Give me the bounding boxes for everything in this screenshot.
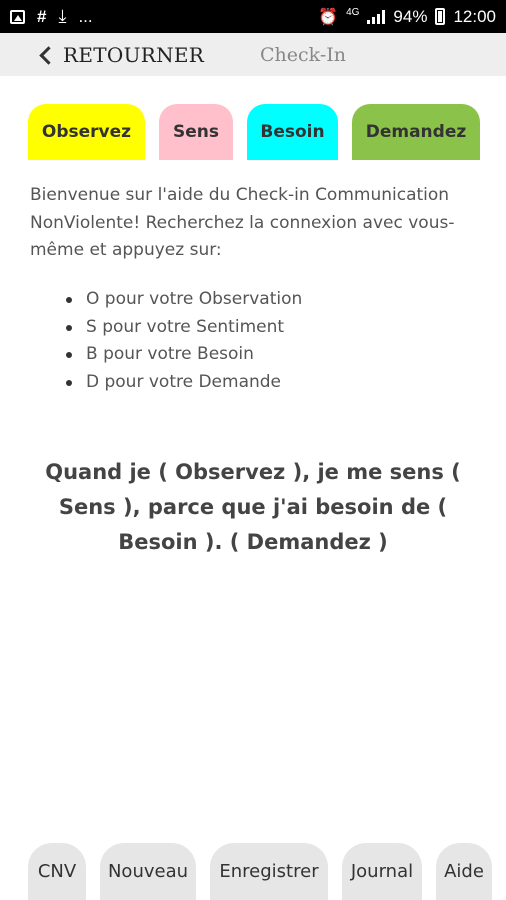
download-icon: ⤓ (58, 6, 67, 26)
besoin-button[interactable]: Besoin (247, 104, 338, 160)
list-item: B pour votre Besoin (66, 341, 302, 369)
chevron-left-icon (39, 46, 57, 64)
alarm-icon: ⏰ (318, 8, 339, 26)
journal-button[interactable]: Journal (342, 843, 422, 900)
demandez-button[interactable]: Demandez (352, 104, 480, 160)
status-bar (0, 0, 506, 33)
enregistrer-button[interactable]: Enregistrer (210, 843, 328, 900)
aide-button[interactable]: Aide (436, 843, 492, 900)
list-item: S pour votre Sentiment (66, 314, 302, 342)
battery-percent: 94% (393, 6, 428, 26)
checkin-sentence: Quand je ( Observez ), je me sens ( Sens ), parce que j'ai besoin de ( Besoin ). ( Demandez ) (45, 460, 461, 554)
battery-icon (435, 8, 445, 25)
signal-icon (367, 10, 385, 24)
nouveau-button[interactable]: Nouveau (100, 843, 196, 900)
image-icon (10, 10, 25, 24)
clock: 12:00 (453, 6, 496, 26)
cnv-button[interactable]: CNV (28, 843, 86, 900)
status-dots: ... (78, 6, 93, 26)
app-header (0, 33, 506, 76)
list-item: D pour votre Demande (66, 369, 302, 397)
status-right (318, 7, 496, 27)
status-left (10, 6, 93, 27)
category-buttons (28, 104, 480, 160)
instruction-list (66, 286, 302, 396)
back-label: RETOURNER (63, 42, 205, 67)
page-title: Check-In (260, 43, 347, 66)
sens-button[interactable]: Sens (159, 104, 233, 160)
observez-button[interactable]: Observez (28, 104, 145, 160)
network-type: 4G (346, 6, 360, 18)
back-button[interactable] (42, 43, 204, 67)
slack-icon: # (37, 6, 47, 26)
intro-text: Bienvenue sur l'aide du Check-in Communication NonViolente! Recherchez la connexion avec vous-même et appuyez sur: (30, 185, 455, 260)
bottom-nav (0, 843, 506, 900)
list-item: O pour votre Observation (66, 286, 302, 314)
